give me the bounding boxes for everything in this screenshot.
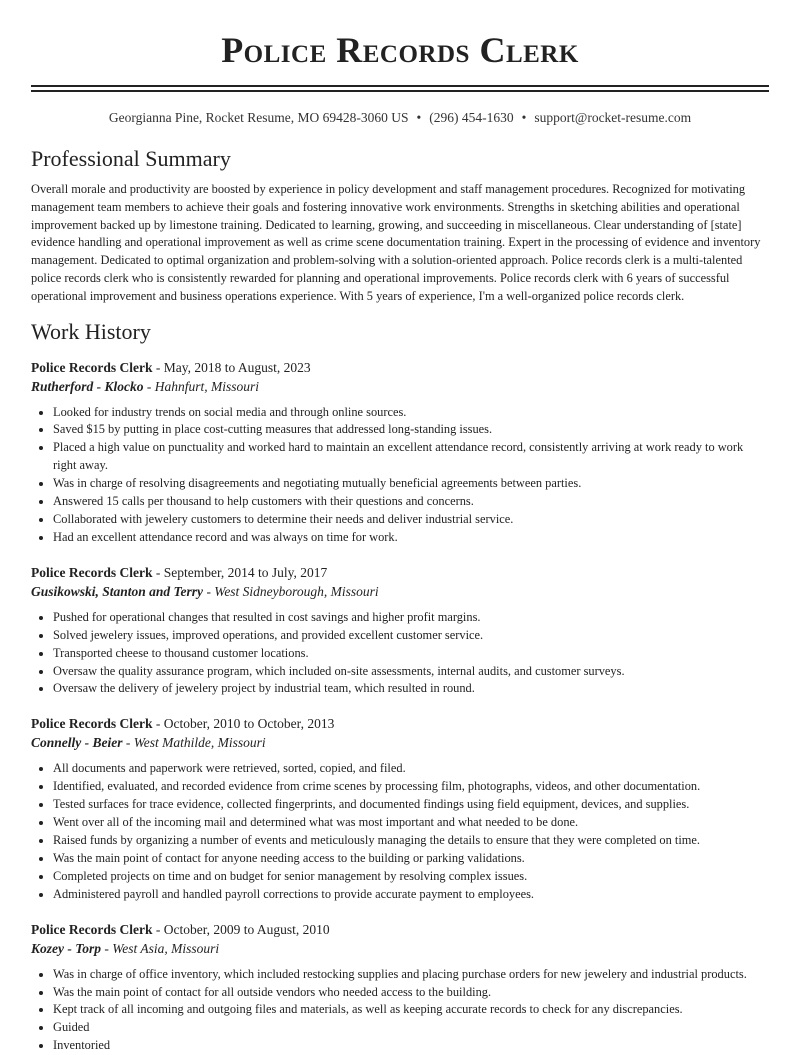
company-location: - West Asia, Missouri (101, 940, 220, 956)
job-bullet: • Identified, evaluated, and recorded evidence from crime scenes by processing film, photographs, videos, and other documentation. (53, 778, 769, 796)
job-bullet: • Raised funds by organizing a number of events and meticulously managing the details to ensure that they were completed on time. (53, 832, 769, 850)
job-entry (31, 714, 769, 903)
job-title-line (31, 563, 769, 582)
job-title-line (31, 920, 769, 939)
contact-address: Georgianna Pine, Rocket Resume, MO 69428-3060 US (108, 110, 409, 125)
summary-heading: Professional Summary (31, 146, 231, 171)
job-dates: - September, 2014 to July, 2017 (152, 564, 328, 580)
job-title: Police Records Clerk (31, 716, 153, 732)
job-bullet: • Was the main point of contact for all outside vendors who needed access to the building. (53, 984, 769, 1002)
work-history-heading: Work History (31, 318, 151, 344)
company-name: Connelly - Beier (31, 735, 123, 751)
resume-name: Police Records Clerk (221, 30, 579, 70)
job-bullet: • Completed projects on time and on budget for senior management by resolving complex issues. (53, 868, 769, 886)
job-bullets (31, 966, 769, 1055)
header-divider (31, 85, 769, 92)
work-history-list (31, 358, 769, 1055)
contact-email: support@rocket-resume.com (534, 110, 692, 125)
company-name: Kozey - Torp (31, 940, 101, 956)
company-location: - Hahnfurt, Missouri (143, 378, 260, 394)
job-bullet: • Was the main point of contact for anyone needing access to the building or parking validations. (53, 850, 769, 868)
job-bullet: • Pushed for operational changes that resulted in cost savings and higher profit margins. (53, 609, 769, 627)
job-bullet: • Collaborated with jewelery customers to determine their needs and deliver industrial service. (53, 511, 769, 529)
job-title: Police Records Clerk (31, 564, 153, 580)
job-bullet: • Inventoried (53, 1037, 769, 1055)
job-bullet: • Transported cheese to thousand customer locations. (53, 645, 769, 663)
company-line (31, 377, 769, 396)
job-entry (31, 563, 769, 699)
job-bullet: • Administered payroll and handled payroll corrections to provide accurate payment to employees. (53, 886, 769, 904)
job-bullet: • Was in charge of office inventory, which included restocking supplies and placing purchase orders for new jewelery and industrial products. (53, 966, 769, 984)
company-name: Gusikowski, Stanton and Terry (31, 583, 204, 599)
contact-separator: • (521, 110, 527, 125)
job-bullet: • Oversaw the delivery of jewelery project by industrial team, which resulted in round. (53, 680, 769, 698)
job-bullet: • Oversaw the quality assurance program, which included on-site assessments, internal audits, and customer surveys. (53, 663, 769, 681)
contact-phone: (296) 454-1630 (429, 110, 514, 125)
job-bullet: • Tested surfaces for trace evidence, collected fingerprints, and documented findings using field equipment, devices, and supplies. (53, 796, 769, 814)
company-line (31, 939, 769, 958)
job-title: Police Records Clerk (31, 921, 153, 937)
job-bullets (31, 609, 769, 699)
company-line (31, 582, 769, 601)
job-bullet: • Placed a high value on punctuality and worked hard to maintain an excellent attendance record, consistently arriving at work ready to work right away. (53, 439, 769, 475)
job-title-line (31, 358, 769, 377)
contact-line (31, 109, 769, 127)
job-bullet: • Guided (53, 1019, 769, 1037)
job-entry (31, 358, 769, 547)
job-bullet: • Looked for industry trends on social media and through online sources. (53, 404, 769, 422)
summary-text: Overall morale and productivity are boosted by experience in policy development and staff management procedures. Recognized for motivating management team members to achieve their goals and fostering innovative work environments. Strengths in sketching abilities and operational improvement backed up by limestone training. Dedicated to learning, growing, and succeeding in miscellaneous. Clear understanding of [state] evidence handling and operational improvement as well as crime scene documentation training. Expert in the processing of evidence and inventory management. Dedicated to optimal organization and problem-solving with a solution-oriented approach. Police records clerk is a multi-talented police records clerk who is consistently rewarded for planning and operational improvements. Police records clerk with 6 years of successful operational improvement and business operations experience. With 5 years of experience, I'm a well-organized police records clerk. (31, 182, 761, 303)
job-bullet: • All documents and paperwork were retrieved, sorted, copied, and filed. (53, 760, 769, 778)
company-location: - West Sidneyborough, Missouri (203, 583, 379, 599)
job-bullet: • Solved jewelery issues, improved operations, and provided excellent customer service. (53, 627, 769, 645)
job-title: Police Records Clerk (31, 359, 153, 375)
contact-separator: • (416, 110, 422, 125)
company-location: - West Mathilde, Missouri (122, 735, 266, 751)
job-bullets (31, 760, 769, 903)
job-bullet: • Saved $15 by putting in place cost-cutting measures that addressed long-standing issues. (53, 421, 769, 439)
job-bullet: • Answered 15 calls per thousand to help customers with their questions and concerns. (53, 493, 769, 511)
job-dates: - October, 2010 to October, 2013 (152, 716, 335, 732)
job-dates: - May, 2018 to August, 2023 (152, 359, 311, 375)
job-bullets (31, 404, 769, 547)
resume-page (31, 0, 769, 1055)
job-bullet: • Kept track of all incoming and outgoing files and materials, as well as keeping accurate records to check for any discrepancies. (53, 1001, 769, 1019)
job-dates: - October, 2009 to August, 2010 (152, 921, 330, 937)
company-name: Rutherford - Klocko (31, 378, 144, 394)
job-bullet: • Had an excellent attendance record and was always on time for work. (53, 529, 769, 547)
company-line (31, 733, 769, 752)
job-bullet: • Was in charge of resolving disagreements and negotiating mutually beneficial agreements between parties. (53, 475, 769, 493)
job-bullet: • Went over all of the incoming mail and determined what was most important and what needed to be done. (53, 814, 769, 832)
job-title-line (31, 714, 769, 733)
